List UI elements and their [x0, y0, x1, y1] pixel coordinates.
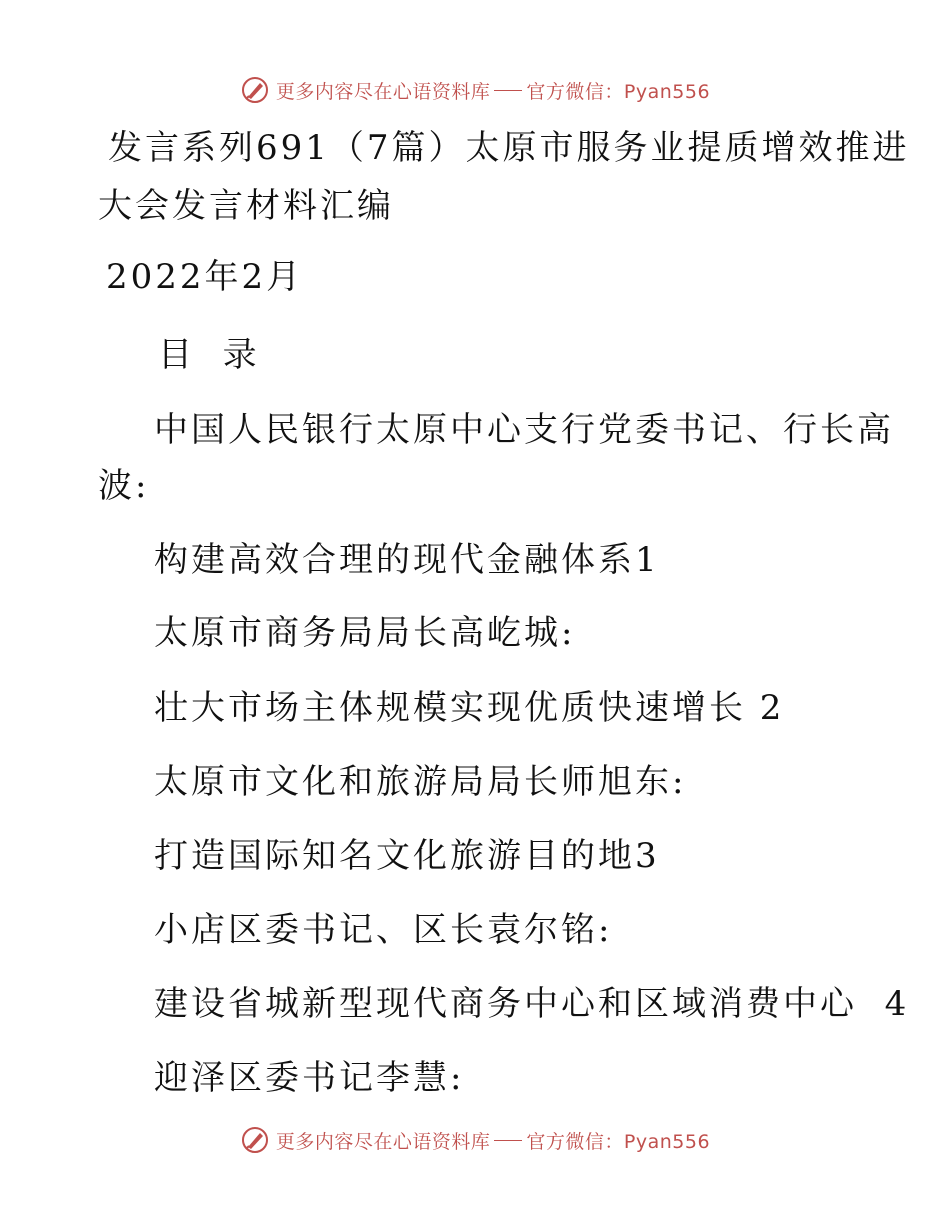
toc-item: 壮大市场主体规模实现优质快速增长 2 — [154, 688, 785, 728]
watermark-brand-text: 更多内容尽在心语资料库 — [275, 1130, 491, 1153]
toc-item: 打造国际知名文化旅游目的地3 — [154, 836, 660, 876]
toc-item: 构建高效合理的现代金融体系1 — [154, 540, 660, 580]
watermark-dash — [494, 1140, 522, 1141]
watermark-wechat-text: 官方微信：Pyan556 — [526, 80, 711, 103]
toc-item: 太原市商务局局长高屹城: — [154, 613, 576, 653]
watermark-footer — [0, 1120, 950, 1160]
watermark-dash — [494, 90, 522, 91]
toc-item: 小店区委书记、区长袁尔铭: — [154, 910, 613, 950]
watermark-brand-text: 更多内容尽在心语资料库 — [275, 80, 491, 103]
toc-item: 波: — [98, 466, 150, 506]
document-title-line-2: 大会发言材料汇编 — [98, 186, 394, 226]
watermark-wechat-text: 官方微信：Pyan556 — [526, 1130, 711, 1153]
quill-pen-logo-icon — [240, 1125, 270, 1155]
toc-item: 建设省城新型现代商务中心和区域消费中心 4 — [154, 984, 910, 1024]
toc-item: 中国人民银行太原中心支行党委书记、行长高 — [154, 410, 894, 450]
toc-heading: 目 录 — [158, 335, 260, 375]
watermark-header — [0, 70, 950, 110]
toc-item: 迎泽区委书记李慧: — [154, 1058, 465, 1098]
document-title-line-1: 发言系列691（7篇）太原市服务业提质增效推进 — [108, 128, 910, 168]
document-date: 2022年2月 — [106, 257, 304, 297]
quill-pen-logo-icon — [240, 75, 270, 105]
toc-item: 太原市文化和旅游局局长师旭东: — [154, 762, 687, 802]
